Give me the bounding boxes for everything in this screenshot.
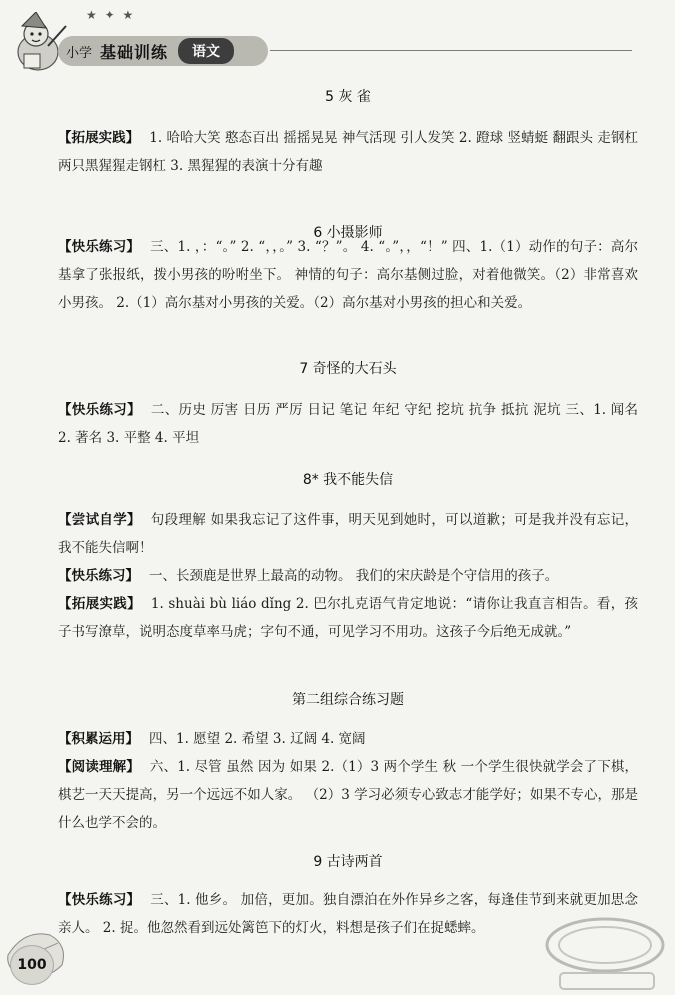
- section-tag: 【快乐练习】: [58, 892, 141, 908]
- page-number: 100: [10, 945, 54, 985]
- section-tag: 【拓展实践】: [58, 130, 140, 146]
- section-title: 第二组综合练习题: [292, 692, 404, 708]
- answer-text: 三、1. ，：“。” 2. “，，。” 3. “？”。 4. “。”，，“！” 四、1.（1）动作的句子：高尔基拿了张报纸，拨小男孩的吩咐坐下。 神情的句子：高尔基侧过脸，对着他微笑。（2）非常喜欢小男孩。 2.（1）高尔基对小男孩的关爱。（2）高尔基对小男孩的担心和关爱。: [58, 239, 639, 311]
- section-tag: 【积累运用】: [58, 731, 139, 747]
- section-title: 8* 我不能失信: [302, 472, 394, 488]
- answer-paragraph: [58, 562, 638, 590]
- answer-text: 二、历史 厉害 日历 严厉 日记 笔记 年纪 守纪 挖坑 抗争 抵抗 泥坑 三、1. 闻名 2. 著名 3. 平整 4. 平坦: [58, 402, 638, 446]
- answer-text: 六、1. 尽管 虽然 因为 如果 2.（1）3 两个学生 秋 一个学生很快就学会了下棋，棋艺一天天提高，另一个远远不如人家。 （2）3 学习必须专心致志才能学好；如果不专心，那是什么也学不会的。: [58, 759, 638, 831]
- page-header: [0, 0, 675, 80]
- section-tag: 【快乐练习】: [58, 239, 141, 255]
- section-tag: 【阅读理解】: [58, 759, 140, 775]
- banner-title: 基础训练: [100, 42, 169, 62]
- answer-text: 一、长颈鹿是世界上最高的动物。 我们的宋庆龄是个守信用的孩子。: [149, 568, 559, 584]
- section-tag: 【快乐练习】: [58, 402, 141, 418]
- answer-paragraph: [58, 124, 638, 180]
- answer-paragraph: [58, 233, 638, 317]
- watermark-seal: [540, 915, 670, 993]
- answer-paragraph: [58, 396, 638, 452]
- section-tag: 【拓展实践】: [58, 596, 141, 612]
- banner-subject: 语文: [178, 38, 234, 64]
- answer-paragraph: [58, 506, 638, 562]
- answer-paragraph: [58, 725, 638, 753]
- header-rule: [270, 50, 632, 51]
- section-title: 5 灰 雀: [325, 89, 371, 105]
- section-title: 6 小摄影师: [313, 225, 383, 241]
- section-title: 7 奇怪的大石头: [299, 361, 397, 377]
- banner-grade: 小学: [66, 45, 93, 61]
- stars-decoration: ★ ✦ ★: [86, 8, 136, 22]
- answer-text: 四、1. 愿望 2. 希望 3. 辽阔 4. 宽阔: [149, 731, 366, 747]
- answer-paragraph: [58, 753, 638, 837]
- answer-text: 句段理解 如果我忘记了这件事，明天见到她时，可以道歉；可是我并没有忘记，我不能失信啊！: [58, 512, 639, 556]
- answer-text: 三、1. 他乡。 加倍，更加。独自漂泊在外作异乡之客，每逢佳节到来就更加思念亲人。 2. 捉。他忽然看到远处篱笆下的灯火，料想是孩子们在捉蟋蟀。: [58, 892, 638, 936]
- section-tag: 【尝试自学】: [58, 512, 141, 528]
- section-title: 9 古诗两首: [313, 854, 383, 870]
- series-banner: [58, 36, 268, 66]
- answer-text: 1. 哈哈大笑 憨态百出 摇摇晃晃 神气活现 引人发笑 2. 蹬球 竖蜻蜓 翻跟头 走钢杠 两只黑猩猩走钢杠 3. 黑猩猩的表演十分有趣: [58, 130, 638, 174]
- section-tag: 【快乐练习】: [58, 568, 139, 584]
- answer-paragraph: [58, 590, 638, 646]
- answer-text: 1. shuài bù liáo dǐng 2. 巴尔扎克语气肯定地说：“请你让我直言相告。看，孩子书写潦草，说明态度草率马虎；字句不通，可见学习不用功。这孩子今后绝无成就。”: [58, 596, 639, 640]
